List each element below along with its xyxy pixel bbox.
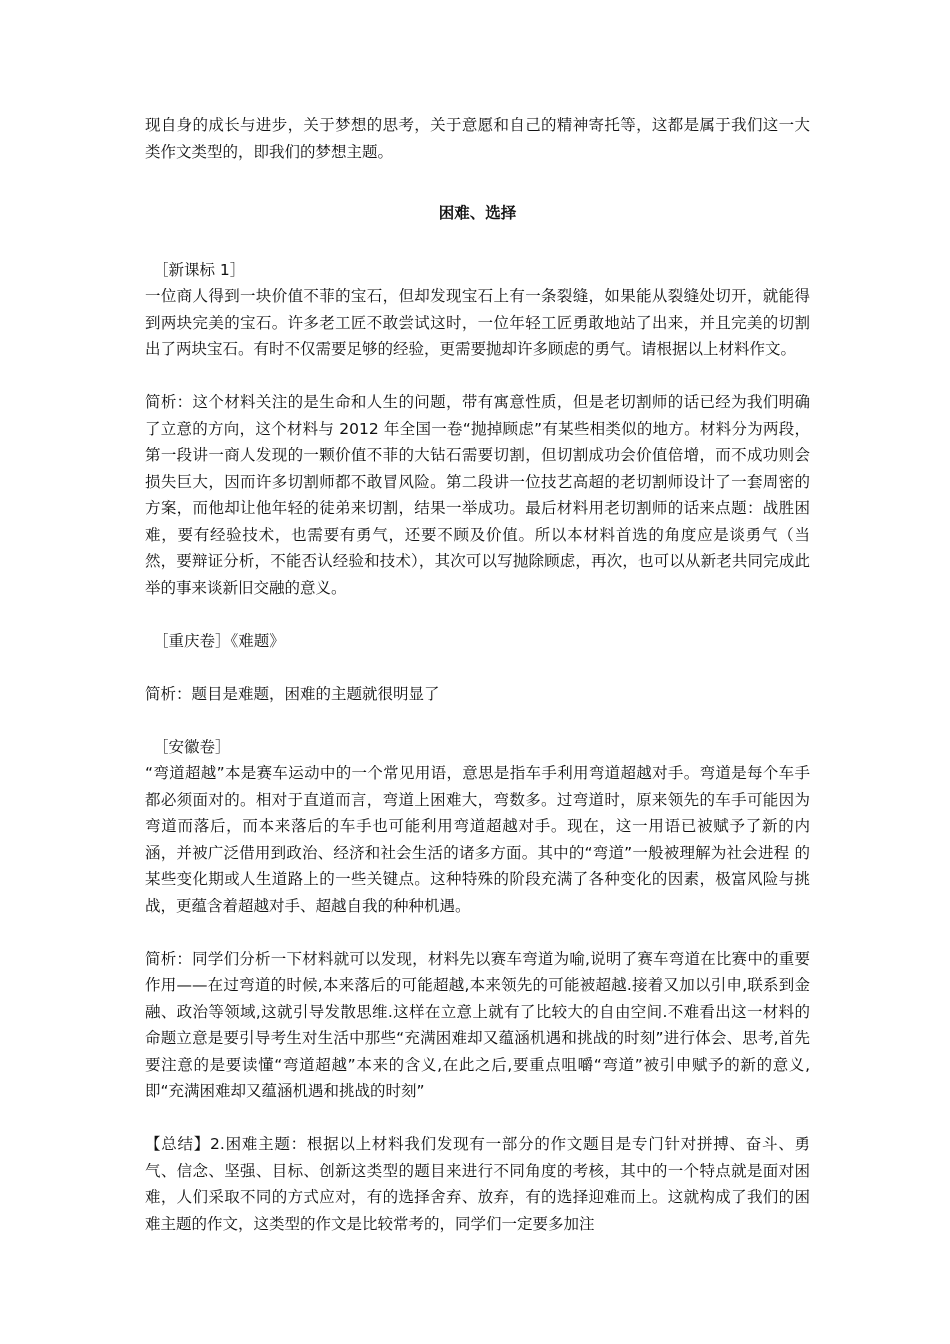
document-page	[145, 112, 810, 1237]
section-title: 困难、选择	[438, 204, 517, 222]
summary-paragraph: 【总结】2.困难主题：根据以上材料我们发现有一部分的作文题目是专门针对拼搏、奋斗、勇气、信念、坚强、目标、创新这类型的题目来进行不同角度的考核，其中的一个特点就是面对困难，人们采取不同的方式应对，有的选择舍弃、放弃，有的选择迎难而上。这就构成了我们的困难主题的作文，这类型的作文是比较常考的，同学们一定要多加注	[145, 1135, 810, 1233]
intro-paragraph: 现自身的成长与进步，关于梦想的思考，关于意愿和自己的精神寄托等，这都是属于我们这一大类作文类型的，即我们的梦想主题。	[145, 116, 810, 161]
anhui-analysis: 简析：同学们分析一下材料就可以发现，材料先以赛车弯道为喻,说明了赛车弯道在比赛中的重要作用——在过弯道的时候,本来落后的可能超越,本来领先的可能被超越.接着又加以引申,联系到金融、政治等领域,这就引导发散思维.这样在立意上就有了比较大的自由空间.不难看出这一材料的命题立意是要引导考生对生活中那些“充满困难却又蕴涵机遇和挑战的时刻”进行体会、思考,首先要注意的是要读懂“弯道超越”本来的含义,在此之后,要重点咀嚼“弯道”被引申赋予的新的意义,即“充满困难却又蕴涵机遇和挑战的时刻”	[145, 949, 810, 1100]
xinkebiao-analysis: 简析：这个材料关注的是生命和人生的问题，带有寓意性质，但是老切割师的话已经为我们明确了立意的方向，这个材料与 2012 年全国一卷“抛掉顾虑”有某些相类似的地方。材料分为两段，第一段讲一商人发现的一颗价值不菲的大钻石需要切割，但切割成功会价值倍增，而不成功则会损失巨大，因而许多切割师都不敢冒风险。第二段讲一位技艺高超的老切割师设计了一套周密的方案，而他却让他年轻的徒弟来切割，结果一举成功。最后材料用老切割师的话来点题：战胜困难，要有经验技术，也需要有勇气，还要不顾及价值。所以本材料首选的角度应是谈勇气（当然，要辩证分析，不能否认经验和技术），其次可以写抛除顾虑，再次，也可以从新老共同完成此举的事来谈新旧交融的意义。	[145, 393, 810, 597]
anhui-tag: ［安徽卷］	[153, 737, 231, 756]
anhui-material: “弯道超越”本是赛车运动中的一个常见用语，意思是指车手利用弯道超越对手。弯道是每个车手都必须面对的。相对于直道而言，弯道上困难大，弯数多。过弯道时，原来领先的车手可能因为弯道而落后，而本来落后的车手也可能利用弯道超越对手。现在，这一用语已被赋予了新的内涵，并被广泛借用到政治、经济和社会生活的诸多方面。其中的“弯道”一般被理解为社会进程 的某些变化期或人生道路上的一些关键点。这种特殊的阶段充满了各种变化的因素，极富风险与挑战，更蕴含着超越对手、超越自我的种种机遇。	[145, 764, 810, 915]
xinkebiao-tag: ［新课标 1］	[153, 260, 246, 279]
chongqing-analysis: 简析：题目是难题，困难的主题就很明显了	[145, 684, 440, 703]
xinkebiao-material: 一位商人得到一块价值不菲的宝石，但却发现宝石上有一条裂缝，如果能从裂缝处切开，就能得到两块完美的宝石。许多老工匠不敢尝试这时，一位年轻工匠勇敢地站了出来，并且完美的切割出了两块宝石。有时不仅需要足够的经验，更需要抛却许多顾虑的勇气。请根据以上材料作文。	[145, 287, 810, 358]
chongqing-tag: ［重庆卷］《难题》	[153, 631, 285, 650]
